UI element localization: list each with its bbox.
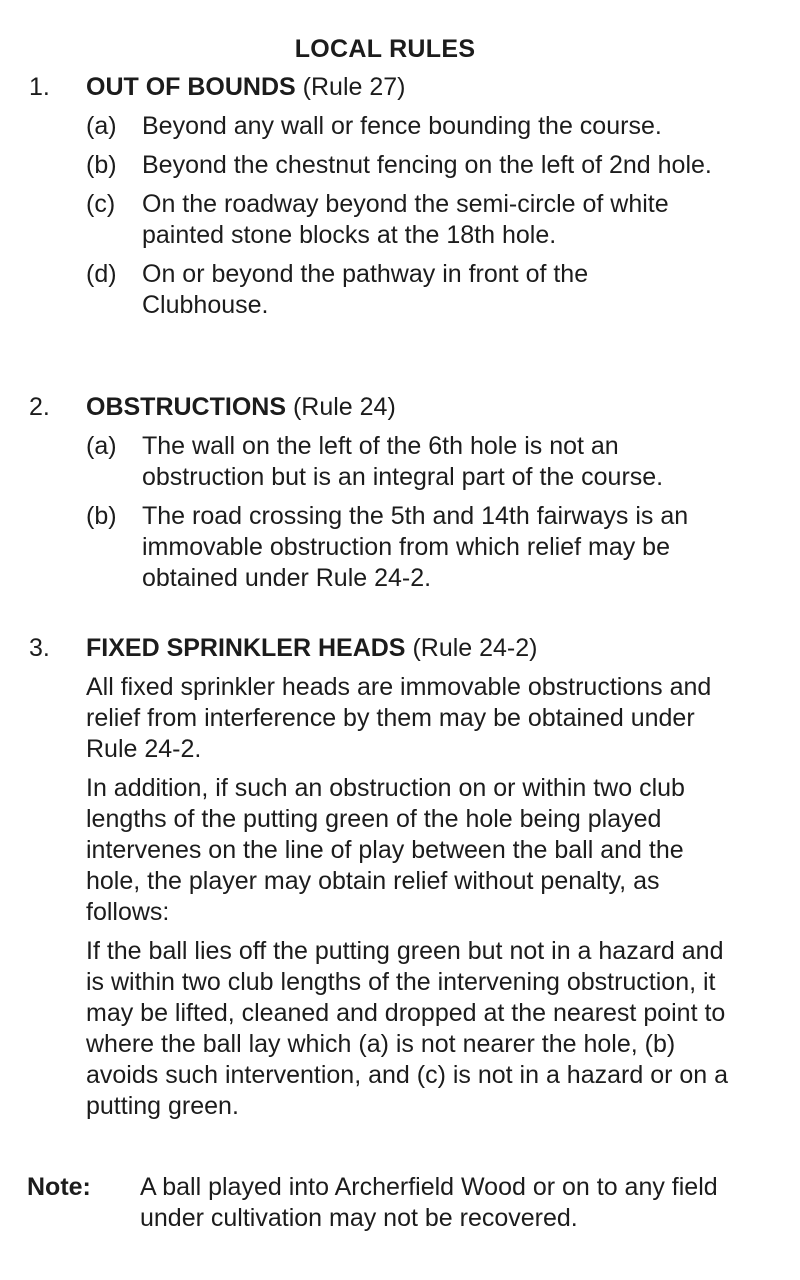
item-label: (a) xyxy=(86,112,117,140)
item-label: (c) xyxy=(86,190,116,218)
item-text: The wall on the left of the 6th hole is not an obstruction but is an integral part of the course. xyxy=(142,432,664,491)
section-heading xyxy=(0,72,800,103)
section-heading-text: FIXED SPRINKLER HEADS xyxy=(86,634,406,662)
paragraph: All fixed sprinkler heads are immovable obstructions and relief from interference by them may be obtained under Rule 24-2. xyxy=(86,673,712,763)
paragraph: In addition, if such an obstruction on or within two club lengths of the putting green of the hole being played intervenes on the line of play between the ball and the hole, the player may obtain relief without penalty, as follows: xyxy=(86,774,685,926)
note-text: A ball played into Archerfield Wood or on to any field under cultivation may not be recovered. xyxy=(140,1173,718,1232)
item-text: On the roadway beyond the semi-circle of white painted stone blocks at the 18th hole. xyxy=(142,190,669,249)
section-rule-ref: (Rule 27) xyxy=(302,73,406,101)
section-heading xyxy=(0,392,800,423)
section-rule-ref: (Rule 24) xyxy=(292,393,396,421)
paragraph: If the ball lies off the putting green but not in a hazard and is within two club lengths of the intervening obstruction, it may be lifted, cleaned and dropped at the nearest point to where the ball lay which (a) is not nearer the hole, (b) avoids such intervention, and (c) is not in a hazard or on a putting green. xyxy=(86,937,729,1120)
section-fixed-sprinkler-heads xyxy=(0,633,800,1122)
section-rule-ref: (Rule 24-2) xyxy=(412,634,538,662)
list-item xyxy=(0,111,800,142)
list-item xyxy=(0,431,800,493)
item-label: (d) xyxy=(86,260,117,288)
list-item xyxy=(0,189,800,251)
section-heading-text: OBSTRUCTIONS xyxy=(86,393,286,421)
section-heading xyxy=(0,633,800,664)
item-label: (b) xyxy=(86,151,117,179)
list-item xyxy=(0,150,800,181)
section-number: 1. xyxy=(29,73,50,101)
section-title xyxy=(86,392,396,423)
section-number: 3. xyxy=(29,634,50,662)
list-item xyxy=(0,259,800,321)
section-heading-text: OUT OF BOUNDS xyxy=(86,73,296,101)
item-text: On or beyond the pathway in front of the Clubhouse. xyxy=(142,260,589,319)
note-label: Note: xyxy=(27,1173,91,1201)
item-text: Beyond the chestnut fencing on the left of 2nd hole. xyxy=(142,151,712,179)
section-out-of-bounds xyxy=(0,72,800,321)
item-label: (b) xyxy=(86,502,117,530)
section-title xyxy=(86,633,538,664)
section-number: 2. xyxy=(29,393,50,421)
section-obstructions xyxy=(0,392,800,594)
page-title: LOCAL RULES xyxy=(294,35,476,63)
note xyxy=(0,1172,800,1234)
list-item xyxy=(0,501,800,594)
section-title xyxy=(86,72,406,103)
item-text: The road crossing the 5th and 14th fairways is an immovable obstruction from which relief may be obtained under Rule 24-2. xyxy=(142,502,689,592)
item-text: Beyond any wall or fence bounding the course. xyxy=(142,112,662,140)
item-label: (a) xyxy=(86,432,117,460)
